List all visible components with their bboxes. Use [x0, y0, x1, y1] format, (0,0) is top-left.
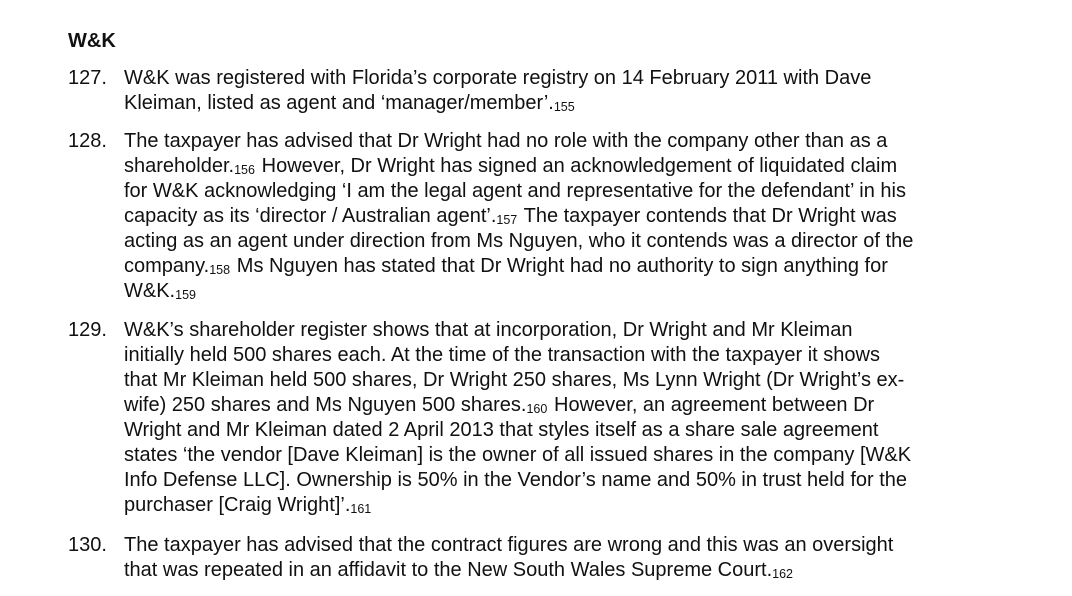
paragraph-line: [124, 418, 878, 443]
paragraph-line: [124, 558, 796, 583]
line-text: initially held 500 shares each. At the time of the transaction with the taxpayer it shows: [124, 344, 880, 366]
line-text: Kleiman, listed as agent and ‘manager/member’.: [124, 92, 554, 114]
footnote-ref: 162: [772, 567, 793, 581]
paragraph-line: [124, 129, 887, 154]
line-text: states ‘the vendor [Dave Kleiman] is the owner of all issued shares in the company [W&K: [124, 444, 912, 466]
paragraph-line: [124, 179, 906, 204]
paragraph-line: [124, 254, 888, 279]
line-text: W&K’s shareholder register shows that at incorporation, Dr Wright and Mr Kleiman: [124, 319, 853, 341]
line-text: Wright and Mr Kleiman dated 2 April 2013 that styles itself as a share sale agreement: [124, 419, 879, 441]
line-text: wife) 250 shares and Ms Nguyen 500 shares.: [124, 394, 527, 416]
paragraph-number: 129.: [68, 319, 107, 341]
paragraph-number: 127.: [68, 67, 107, 89]
line-text: W&K was registered with Florida’s corporate registry on 14 February 2011 with Dave: [124, 67, 872, 89]
line-text: The taxpayer has advised that the contract figures are wrong and this was an oversight: [124, 534, 894, 556]
paragraph-line: [124, 443, 911, 468]
paragraph-line: [124, 229, 913, 254]
line-text-continued: However, Dr Wright has signed an acknowledgement of liquidated claim: [256, 155, 898, 177]
paragraph-line: [124, 468, 907, 493]
section-heading: W&K: [68, 30, 116, 52]
line-text: acting as an agent under direction from Ms Nguyen, who it contends was a director of the: [124, 230, 914, 252]
line-text: that Mr Kleiman held 500 shares, Dr Wright 250 shares, Ms Lynn Wright (Dr Wright’s ex-: [124, 369, 905, 391]
line-text: company.: [124, 255, 210, 277]
line-text-continued: However, an agreement between Dr: [548, 394, 875, 416]
paragraph-line: [124, 368, 904, 393]
line-text-continued: Ms Nguyen has stated that Dr Wright had no authority to sign anything for: [231, 255, 888, 277]
footnote-ref: 155: [553, 100, 575, 114]
line-text-continued: The taxpayer contends that Dr Wright was: [518, 205, 897, 227]
paragraph-line: [124, 343, 880, 368]
line-text: that was repeated in an affidavit to the New South Wales Supreme Court.: [124, 559, 773, 581]
paragraph-line: [124, 91, 578, 116]
line-text: capacity as its ‘director / Australian agent’.: [124, 205, 497, 227]
line-text: shareholder.: [124, 155, 235, 177]
footnote-ref: 157: [496, 213, 518, 227]
paragraph-line: [124, 154, 897, 179]
line-text: purchaser [Craig Wright]’.: [124, 494, 351, 516]
paragraph-line: [124, 279, 199, 304]
footnote-ref: 159: [175, 288, 196, 302]
footnote-ref: 160: [526, 402, 548, 416]
paragraph-line: [124, 533, 893, 558]
paragraph-line: [124, 204, 897, 229]
paragraph-line: [124, 393, 874, 418]
paragraph-line: [124, 493, 374, 518]
footnote-ref: 158: [209, 263, 231, 277]
paragraph-number: 128.: [68, 130, 107, 152]
line-text: Info Defense LLC]. Ownership is 50% in the Vendor’s name and 50% in trust held for the: [124, 469, 908, 491]
paragraph-line: [124, 318, 852, 343]
line-text: W&K.: [124, 280, 176, 302]
line-text: The taxpayer has advised that Dr Wright had no role with the company other than as a: [124, 130, 888, 152]
line-text: for W&K acknowledging ‘I am the legal agent and representative for the defendant’ in his: [124, 180, 906, 202]
footnote-ref: 156: [234, 163, 255, 177]
paragraph-line: [124, 66, 871, 91]
paragraph-number: 130.: [68, 534, 107, 556]
footnote-ref: 161: [350, 502, 372, 516]
